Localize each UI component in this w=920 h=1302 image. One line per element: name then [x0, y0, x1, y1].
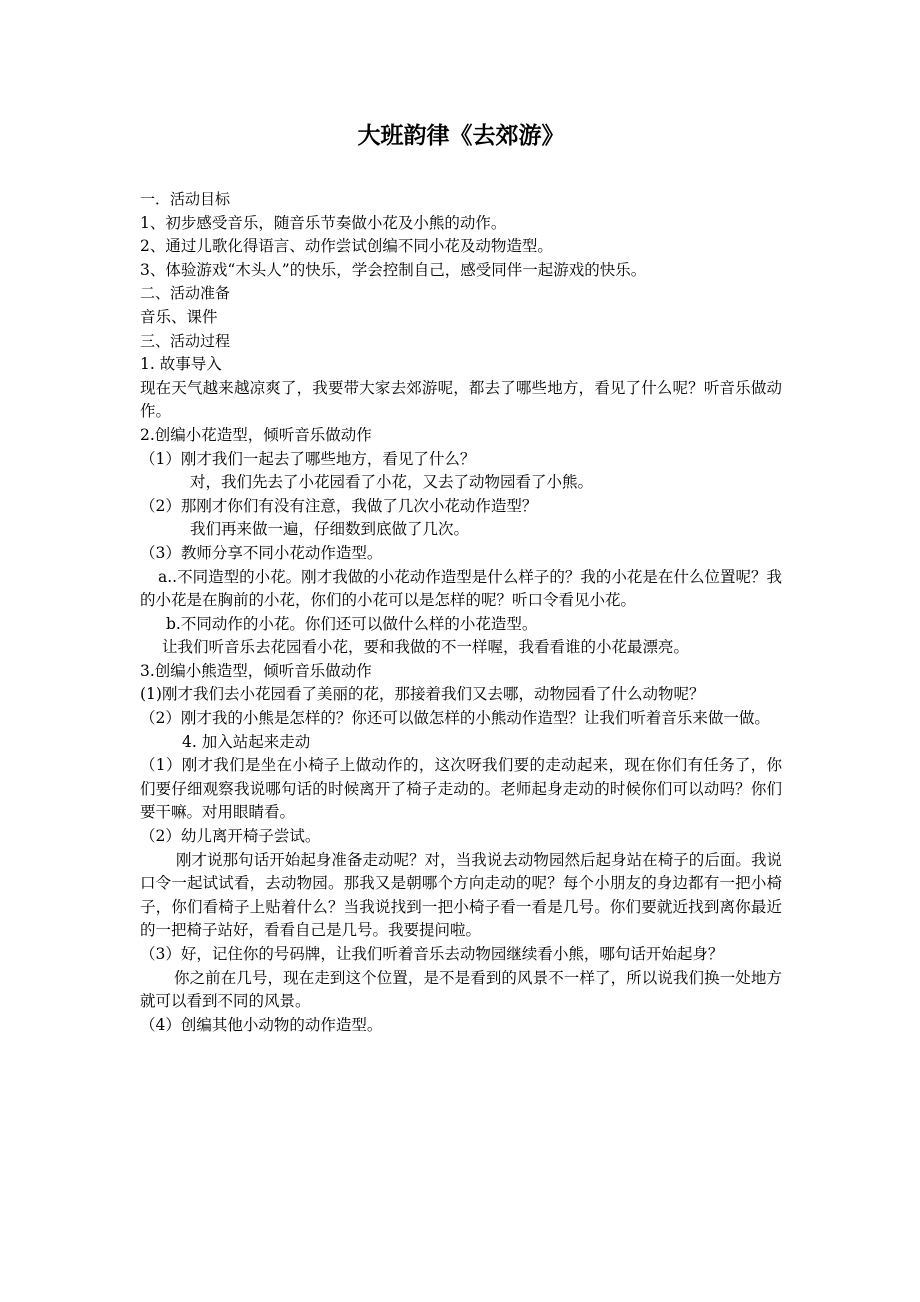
paragraph: 刚才说那句话开始起身准备走动呢？对，当我说去动物园然后起身站在椅子的后面。我说口令一起试试看，去动物园。那我又是朝哪个方向走动的呢？每个小朋友的身边都有一把小椅子，你们看椅子上贴着什么？当我说找到一把小椅子看一看是几号。你们要就近找到离你最近的一把椅子站好，看看自己是几号。我要提问啦。	[140, 850, 782, 940]
paragraph: （3）好，记住你的号码牌，让我们听着音乐去动物园继续看小熊，哪句话开始起身？	[140, 945, 724, 963]
text-line: 对，我们先去了小花园看了小花，又去了动物园看了小熊。	[190, 473, 594, 492]
text-line: （3）教师分享不同小花动作造型。	[140, 543, 383, 562]
text-line: （1）刚才我们一起去了哪些地方，看见了什么？	[140, 449, 476, 468]
text-line: 音乐、课件	[140, 307, 218, 326]
section-heading: 二、活动准备	[140, 284, 231, 303]
section-heading: 三、活动过程	[140, 331, 231, 350]
text-line: 我们再来做一遍，仔细数到底做了几次。	[190, 520, 470, 539]
text-line: 1. 故事导入	[140, 355, 222, 374]
section-heading: 一．活动目标	[140, 190, 231, 208]
document-page	[140, 118, 782, 1037]
text-line: 1、初步感受音乐，随音乐节奏做小花及小熊的动作。	[140, 213, 507, 232]
document-body	[140, 188, 782, 1037]
text-line: 4. 加入站起来走动	[182, 732, 311, 751]
text-line: 2、通过儿歌化得语言、动作尝试创编不同小花及动物造型。	[140, 237, 553, 256]
paragraph: 你之前在几号，现在走到这个位置，是不是看到的风景不一样了，所以说我们换一处地方就可以看到不同的风景。	[140, 968, 782, 1011]
text-line: 3.创编小熊造型，倾听音乐做动作	[140, 661, 372, 680]
text-line: 让我们听音乐去花园看小花，要和我做的不一样喔，我看看谁的小花最漂亮。	[162, 638, 690, 657]
paragraph: (1)刚才我们去小花园看了美丽的花，那接着我们又去哪，动物园看了什么动物呢？	[140, 685, 705, 704]
text-line: （2）那刚才你们有没有注意，我做了几次小花动作造型？	[140, 496, 538, 515]
text-line: b.不同动作的小花。你们还可以做什么样的小花造型。	[166, 614, 538, 633]
text-line: （2）幼儿离开椅子尝试。	[140, 827, 321, 846]
paragraph: 现在天气越来越凉爽了，我要带大家去郊游呢，都去了哪些地方，看见了什么呢？听音乐做动作。	[140, 378, 782, 421]
paragraph: （2）刚才我的小熊是怎样的？你还可以做怎样的小熊动作造型？让我们听着音乐来做一做。	[140, 709, 770, 728]
paragraph: （1）刚才我们是坐在小椅子上做动作的，这次呀我们要的走动起来，现在你们有任务了，你们要仔细观察我说哪句话的时候离开了椅子走动的。老师起身走动的时候你们可以动吗？你们要干嘛。对用眼睛看。	[140, 756, 782, 822]
text-line: 2.创编小花造型，倾听音乐做动作	[140, 425, 372, 444]
text-line: （4）创编其他小动物的动作造型。	[140, 1015, 383, 1034]
paragraph: a..不同造型的小花。刚才我做的小花动作造型是什么样子的？我的小花是在什么位置呢？我的小花是在胸前的小花，你们的小花可以是怎样的呢？听口令看见小花。	[140, 567, 782, 610]
text-line: 3、体验游戏“木头人”的快乐，学会控制自己，感受同伴一起游戏的快乐。	[140, 260, 647, 279]
document-title: 大班韵律《去郊游》	[357, 123, 565, 149]
